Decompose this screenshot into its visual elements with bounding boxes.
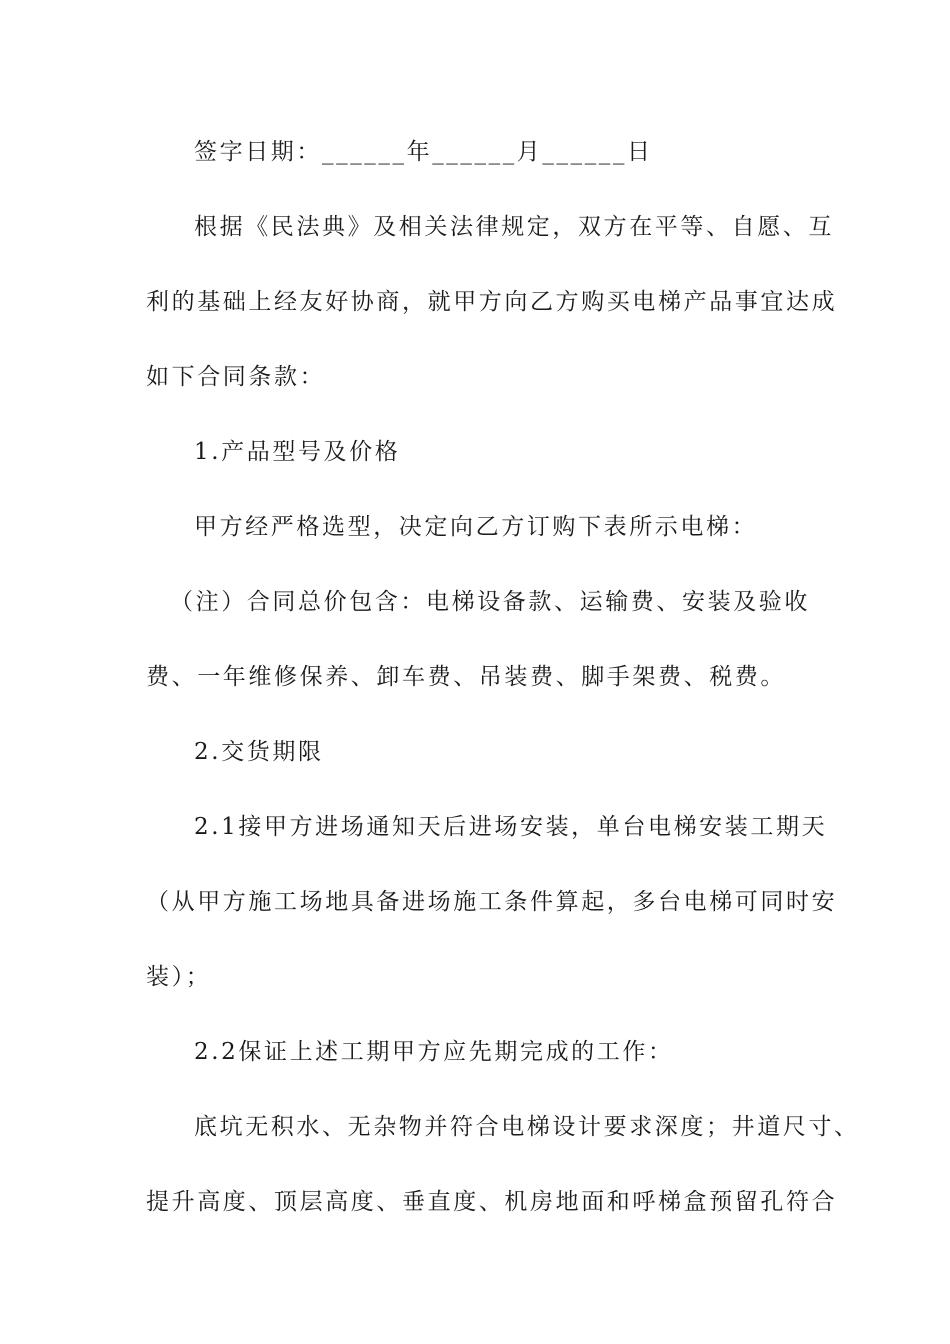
paragraph-line: 根据《民法典》及相关法律规定，双方在平等、自愿、互 [194, 214, 834, 240]
clause-line: 2.2保证上述工期甲方应先期完成的工作： [194, 1039, 674, 1065]
section-heading: 2.交货期限 [194, 739, 324, 765]
paragraph-line: 甲方经严格选型，决定向乙方订购下表所示电梯： [194, 514, 758, 540]
signature-date-line: 签字日期：______年______月______日 [194, 139, 653, 165]
clause-line: 2.1接甲方进场通知天后进场安装，单台电梯安装工期天 [194, 814, 828, 840]
paragraph-line: 利的基础上经友好协商，就甲方向乙方购买电梯产品事宜达成 [146, 289, 838, 315]
clause-line: 装）； [146, 964, 212, 990]
section-heading: 1.产品型号及价格 [194, 439, 401, 465]
paragraph-line: 底坑无积水、无杂物并符合电梯设计要求深度；井道尺寸、 [194, 1114, 860, 1140]
note-line: （注）合同总价包含：电梯设备款、运输费、安装及验收 [170, 589, 810, 615]
paragraph-line: 提升高度、顶层高度、垂直度、机房地面和呼梯盒预留孔符合 [146, 1189, 838, 1215]
clause-line: （从甲方施工场地具备进场施工条件算起，多台电梯可同时安 [146, 889, 838, 915]
paragraph-line: 如下合同条款： [146, 364, 326, 390]
note-line: 费、一年维修保养、卸车费、吊装费、脚手架费、税费。 [146, 664, 786, 690]
